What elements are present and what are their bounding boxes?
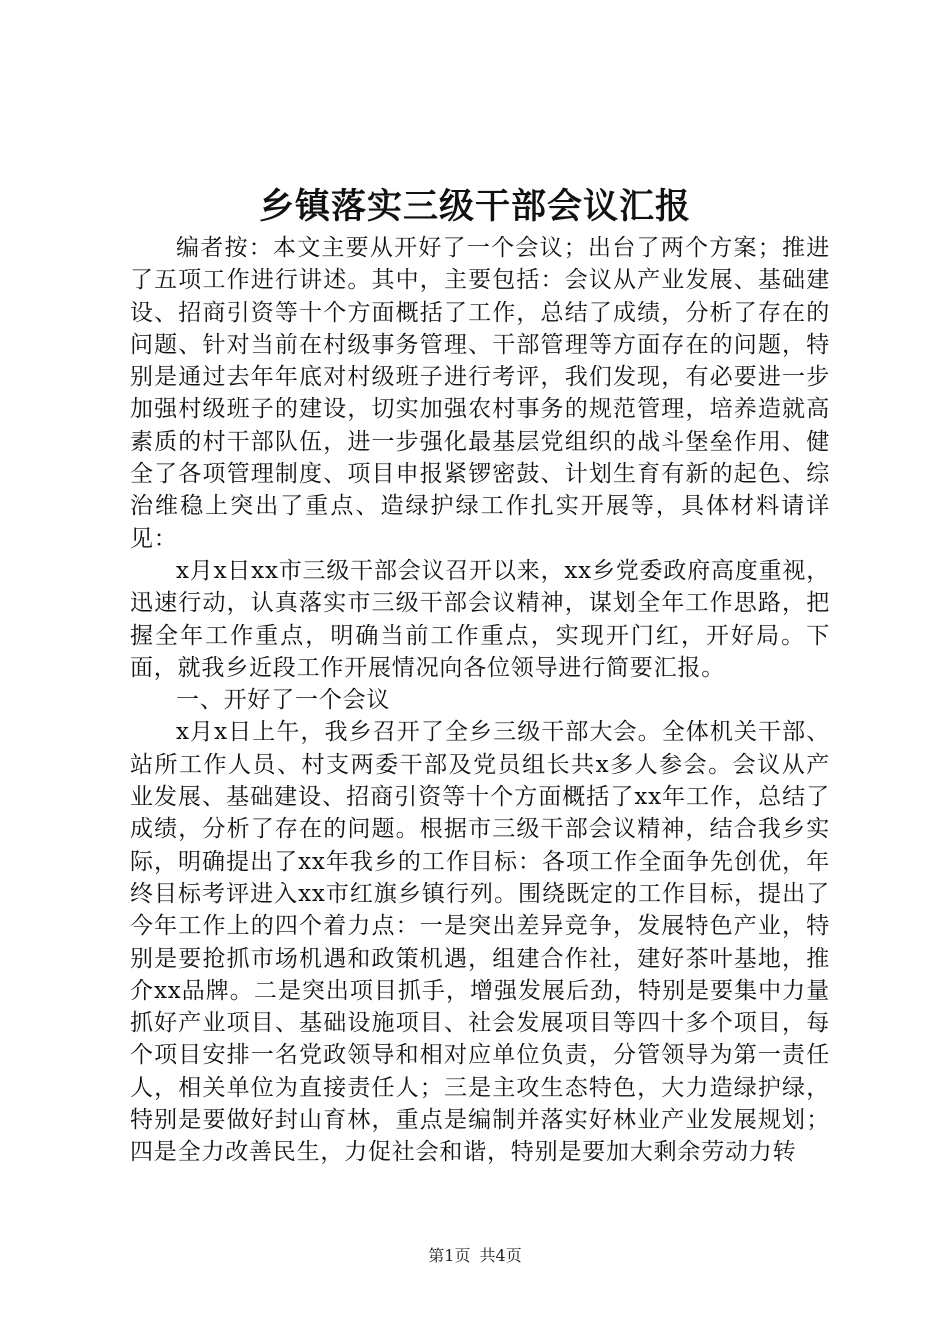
section-heading: 一、开好了一个会议	[176, 687, 391, 714]
page-number: 第1页	[428, 1246, 471, 1265]
section-body-paragraph: x月x日上午，我乡召开了全乡三级干部大会。全体机关干部、站所工作人员、村支两委干部及党员组长共x多人参会。会议从产业发展、基础建设、招商引资等十个方面概括了xx年工作，总结了成绩，分析了存在的问题。根据市三级干部会议精神，结合我乡实际，明确提出了xx年我乡的工作目标：各项工作全面争先创优，年终目标考评进入xx市红旗乡镇行列。围绕既定的工作目标，提出了今年工作上的四个着力点：一是突出差异竞争，发展特色产业，特别是要抢抓市场机遇和政策机遇，组建合作社，建好茶叶基地，推介xx品牌。二是突出项目抓手，增强发展后劲，特别是要集中力量抓好产业项目、基础设施项目、社会发展项目等四十多个项目，每个项目安排一名党政领导和相对应单位负责，分管领导为第一责任人，相关单位为直接责任人；三是主攻生态特色，大力造绿护绿，特别是要做好封山育林，重点是编制并落实好林业产业发展规划；四是全力改善民生，力促社会和谐，特别是要加大剩余劳动力转	[130, 719, 830, 1166]
page-total: 共4页	[479, 1246, 522, 1265]
page-footer	[0, 1246, 950, 1266]
document-body	[130, 232, 830, 1169]
document-title: 乡镇落实三级干部会议汇报	[258, 186, 691, 227]
intro-paragraph: x月x日xx市三级干部会议召开以来，xx乡党委政府高度重视，迅速行动，认真落实市三级干部会议精神，谋划全年工作思路，把握全年工作重点，明确当前工作重点，实现开门红，开好局。下面，就我乡近段工作开展情况向各位领导进行简要汇报。	[130, 557, 830, 681]
editor-note-paragraph: 编者按：本文主要从开好了一个会议；出台了两个方案；推进了五项工作进行讲述。其中，主要包括：会议从产业发展、基础建设、招商引资等十个方面概括了工作，总结了成绩，分析了存在的问题、针对当前在村级事务管理、干部管理等方面存在的问题，特别是通过去年年底对村级班子进行考评，我们发现，有必要进一步加强村级班子的建设，切实加强农村事务的规范管理，培养造就高素质的村干部队伍，进一步强化最基层党组织的战斗堡垒作用、健全了各项管理制度、项目申报紧锣密鼓、计划生育有新的起色、综治维稳上突出了重点、造绿护绿工作扎实开展等，具体材料请详见：	[130, 235, 830, 552]
